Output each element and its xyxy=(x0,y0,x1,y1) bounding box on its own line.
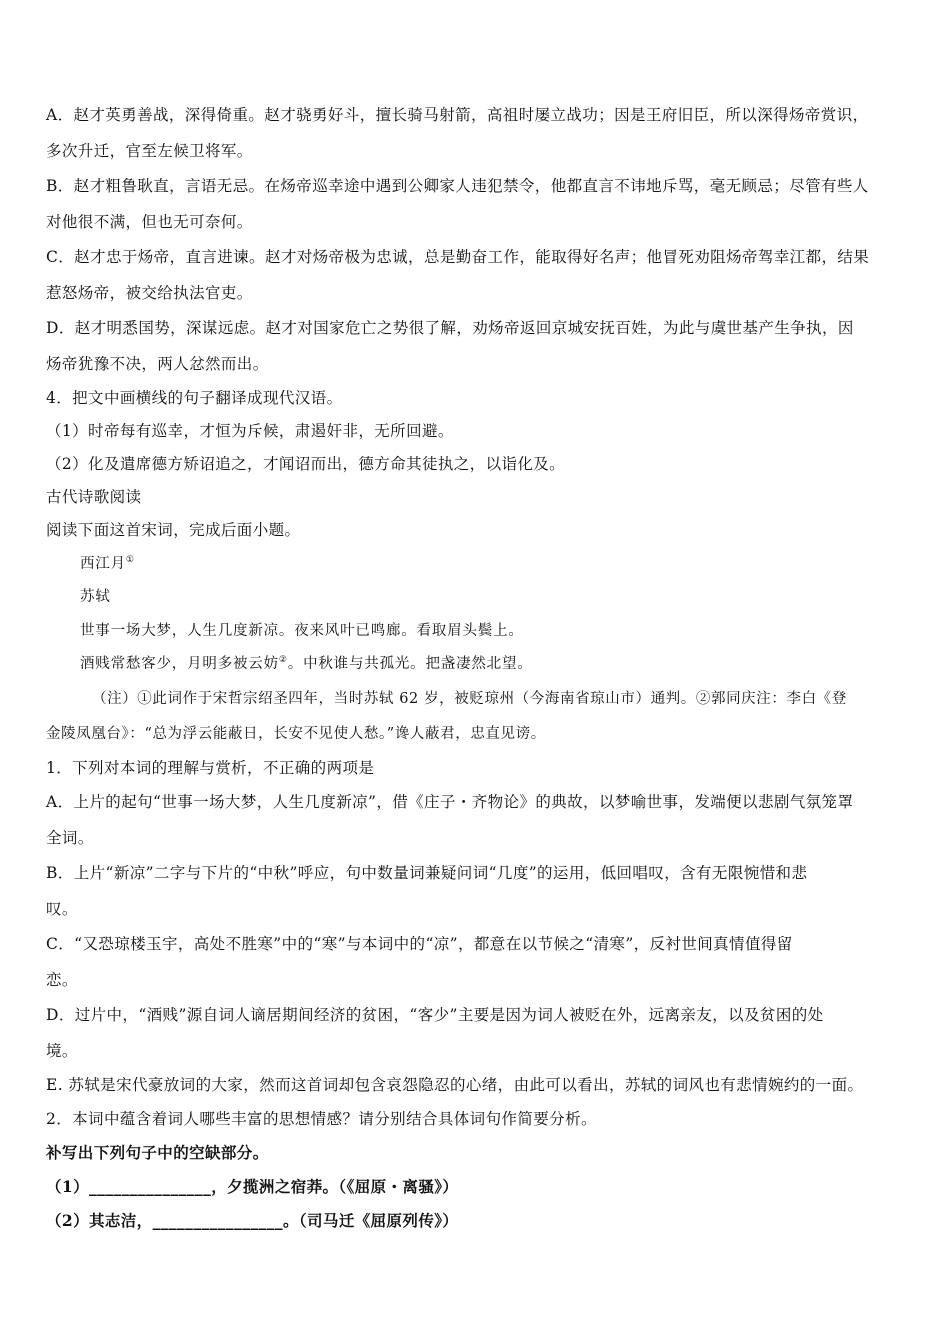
poem-title xyxy=(80,552,135,573)
q4-sentence-1: （1）时帝每有巡幸，才恒为斥候，肃遏奸非，无所回避。 xyxy=(46,422,454,440)
p1-option-c-line1: C．“又恐琼楼玉宇，高处不胜寒”中的“寒”与本词中的“凉”，都意在以节候之“清寒”，反衬世间真情值得留 xyxy=(46,935,793,953)
p1-option-d-line2: 境。 xyxy=(46,1042,78,1060)
poem-title-text: 西江月 xyxy=(80,556,126,572)
p2-stem: 2．本词中蕴含着词人哪些丰富的思想情感？请分别结合具体词句作简要分析。 xyxy=(46,1110,597,1128)
p1-option-c-line2: 恋。 xyxy=(46,971,78,989)
q4-stem: 4．把文中画横线的句子翻译成现代汉语。 xyxy=(46,389,343,407)
section-title-poetry: 古代诗歌阅读 xyxy=(46,488,142,506)
p1-option-d-line1: D．过片中，“酒贱”源自词人谪居期间经济的贫困，“客少”主要是因为词人被贬在外，远离亲友，以及贫困的处 xyxy=(46,1006,824,1024)
p1-option-b-line1: B．上片“新凉”二字与下片的“中秋”呼应，句中数量词兼疑问词“几度”的运用，低回唱叹，含有无限惋惜和悲 xyxy=(46,864,808,882)
q3-option-b-line1: B．赵才粗鲁耿直，言语无忌。在炀帝巡幸途中遇到公卿家人违犯禁令，他都直言不讳地斥骂，毫无顾忌；尽管有些人 xyxy=(46,177,869,195)
fill-item-1: （1）_______________，夕揽洲之宿莽。（《屈原・离骚》） xyxy=(46,1177,459,1196)
p1-option-a-line2: 全词。 xyxy=(46,829,94,847)
p1-option-b-line2: 叹。 xyxy=(46,900,78,918)
q3-option-d-line1: D．赵才明悉国势，深谋远虑。赵才对国家危亡之势很了解，劝炀帝返回京城安抚百姓，为此与虞世基产生争执，因 xyxy=(46,319,854,337)
p1-stem: 1．下列对本词的理解与赏析，不正确的两项是 xyxy=(46,759,375,777)
poem-note-line1: （注）①此词作于宋哲宗绍圣四年，当时苏轼 62 岁，被贬琼州（今海南省琼山市）通判。②郭同庆注：李白《登 xyxy=(92,691,847,707)
poem-line-2-part-b: 。中秋谁与共孤光。把盏凄然北望。 xyxy=(287,656,533,672)
p1-option-e: E. 苏轼是宋代豪放词的大家，然而这首词却包含哀怨隐忍的心绪，由此可以看出，苏轼的词风也有悲情婉约的一面。 xyxy=(46,1076,864,1094)
q3-option-a-line2: 多次升迁，官至左候卫将军。 xyxy=(46,142,253,160)
fill-stem: 补写出下列句子中的空缺部分。 xyxy=(46,1143,269,1162)
poetry-intro: 阅读下面这首宋词，完成后面小题。 xyxy=(46,521,301,539)
q3-option-b-line2: 对他很不满，但也无可奈何。 xyxy=(46,213,253,231)
q3-option-c-line2: 惹怒炀帝，被交给执法官吏。 xyxy=(46,284,253,302)
q4-sentence-2: （2）化及遣席德方矫诏追之，才闻诏而出，德方命其徒执之，以诣化及。 xyxy=(46,455,566,473)
poem-line-2 xyxy=(80,652,533,673)
poem-author: 苏轼 xyxy=(80,589,111,605)
poem-note-line2: 金陵凤凰台》：“总为浮云能蔽日，长安不见使人愁。”谗人蔽君，忠直见谤。 xyxy=(46,726,546,742)
poem-line-2-part-a: 酒贱常愁客少，月明多被云妨 xyxy=(80,656,279,672)
q3-option-c-line1: C．赵才忠于炀帝，直言进谏。赵才对炀帝极为忠诚，总是勤奋工作，能取得好名声；他冒死劝阻炀帝驾幸江都，结果 xyxy=(46,248,870,266)
q3-option-a-line1: A．赵才英勇善战，深得倚重。赵才骁勇好斗，擅长骑马射箭，高祖时屡立战功；因是王府旧臣，所以深得炀帝赏识， xyxy=(46,106,869,124)
poem-title-footnote-mark: ① xyxy=(125,555,135,566)
p1-option-a-line1: A．上片的起句“世事一场大梦，人生几度新凉”，借《庄子・齐物论》的典故，以梦喻世事，发端便以悲剧气氛笼罩 xyxy=(46,793,854,811)
poem-line-1: 世事一场大梦，人生几度新凉。夜来风叶已鸣廊。看取眉头鬓上。 xyxy=(80,623,524,639)
poem-line-2-footnote-mark: ② xyxy=(278,655,288,666)
fill-item-2: （2）其志洁，________________。（司马迁《屈原列传》） xyxy=(46,1211,459,1230)
q3-option-d-line2: 炀帝犹豫不决，两人忿然而出。 xyxy=(46,355,269,373)
